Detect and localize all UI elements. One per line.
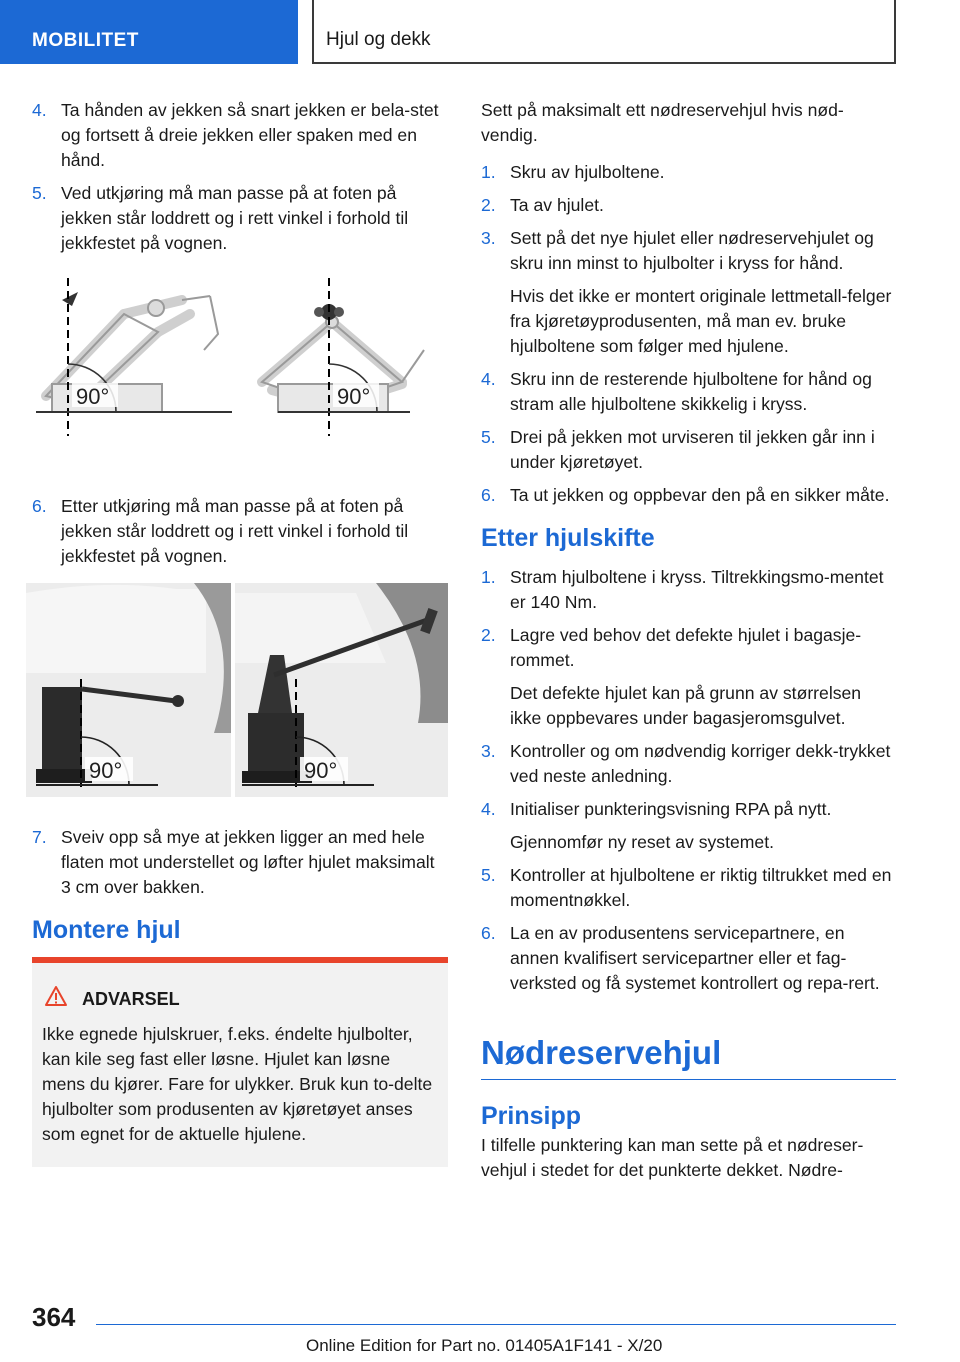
step-text: Stram hjulboltene i kryss. Tiltrekkingsmo-mentet er 140 Nm. [510, 567, 884, 612]
step-6 [32, 494, 448, 569]
jack-photo [26, 583, 448, 797]
step-3-note: Hvis det ikke er montert originale lettmetall-felger fra kjøretøyprodusenten, må man ev. bruke hjulboltene som følger med hjulene. [510, 286, 892, 356]
step-number: 4. [32, 100, 47, 120]
jack-diagram [32, 274, 448, 474]
step-text: Ta hånden av jekken så snart jekken er bela-stet og fortsett å dreie jekken eller spaken med en hånd. [61, 100, 439, 170]
page-number: 364 [32, 1302, 76, 1332]
step-number: 5. [481, 865, 496, 885]
warning-header [44, 985, 438, 1014]
step-text: La en av produsentens servicepartnere, en annen kvalifisert servicepartner eller et fag-verksted og få systemet kontrollert og repa-rert. [510, 923, 880, 993]
step-number: 2. [481, 195, 496, 215]
step-1 [481, 160, 896, 185]
step-text: Sett på det nye hjulet eller nødreservehjulet og skru inn minst to hjulbolter i kryss for hånd. [510, 228, 874, 273]
step-text: Drei på jekken mot urviseren til jekken går inn i under kjøretøyet. [510, 427, 875, 472]
warning-title: ADVARSEL [82, 989, 180, 1009]
step-6 [481, 483, 896, 508]
step-text: Ta av hjulet. [510, 195, 604, 215]
step-text: Sveiv opp så mye at jekken ligger an med hele flaten mot understellet og løfter hjulet maksimalt 3 cm over bakken. [61, 827, 435, 897]
step-7 [32, 825, 448, 900]
chapter-heading-nodreservehjul: Nødreservehjul [481, 1040, 896, 1080]
warning-text: Ikke egnede hjulskruer, f.eks. éndelte hjulbolter, kan kile seg fast eller løsne. Hjulet kan løsne mens du kjører. Fare for ulykker. Bruk kun to-delte hjulbolter som produsenten av kjøretøyet anses som egnet for de aktuelle hjulene. [42, 1024, 433, 1144]
jack-under-car-illustration [26, 583, 448, 797]
step-text: Initialiser punkteringsvisning RPA på nytt. [510, 799, 832, 819]
after-step-4 [481, 797, 896, 822]
step-number: 6. [481, 923, 496, 943]
step-number: 2. [481, 625, 496, 645]
step-text: Kontroller og om nødvendig korriger dekk-trykket ved neste anledning. [510, 741, 891, 786]
section-heading-montere-hjul: Montere hjul [32, 916, 181, 944]
step-number: 6. [32, 496, 47, 516]
step-text: Lagre ved behov det defekte hjulet i bagasje-rommet. [510, 625, 862, 670]
after-step-6 [481, 921, 896, 996]
angle-label: 90° [304, 758, 338, 783]
step-number: 3. [481, 228, 496, 248]
step-number: 1. [481, 162, 496, 182]
left-column [32, 98, 448, 1167]
step-text: Ved utkjøring må man passe på at foten på jekken står loddrett og i rett vinkel i forhold til jekkfestet på vognen. [61, 183, 409, 253]
step-5 [32, 181, 448, 256]
step-text: Kontroller at hjulboltene er riktig tiltrukket med en momentnøkkel. [510, 865, 892, 910]
step-3 [481, 226, 896, 276]
step-number: 4. [481, 799, 496, 819]
step-2 [481, 193, 896, 218]
after-step-2 [481, 623, 896, 673]
chapter-title: Hjul og dekk [312, 0, 896, 64]
warning-box [32, 957, 448, 1167]
step-text: Etter utkjøring må man passe på at foten på jekken står loddrett og i rett vinkel i forhold til jekkfestet på vognen. [61, 496, 409, 566]
after-step-2-note: Det defekte hjulet kan på grunn av størrelsen ikke oppbevares under bagasjeromsgulvet. [510, 683, 862, 728]
step-text: Skru av hjulboltene. [510, 162, 665, 182]
footer-rule [96, 1324, 896, 1325]
step-4 [481, 367, 896, 417]
step-text: Skru inn de resterende hjulboltene for hånd og stram alle hjulboltene skikkelig i kryss. [510, 369, 872, 414]
angle-label: 90° [89, 758, 123, 783]
step-5 [481, 425, 896, 475]
after-step-3 [481, 739, 896, 789]
step-number: 1. [481, 567, 496, 587]
intro-text: Sett på maksimalt ett nødreservehjul hvis nød-vendig. [481, 100, 844, 145]
section-heading-prinsipp: Prinsipp [481, 1102, 582, 1130]
step-text: Ta ut jekken og oppbevar den på en sikker måte. [510, 485, 890, 505]
right-column [481, 98, 896, 1183]
section-tab: MOBILITET [0, 0, 298, 64]
step-number: 4. [481, 369, 496, 389]
angle-label: 90° [337, 384, 371, 409]
step-4 [32, 98, 448, 173]
after-step-5 [481, 863, 896, 913]
angle-label: 90° [76, 384, 110, 409]
step-number: 5. [32, 183, 47, 203]
step-number: 6. [481, 485, 496, 505]
jack-illustration [32, 274, 448, 474]
step-number: 5. [481, 427, 496, 447]
after-step-1 [481, 565, 896, 615]
step-number: 7. [32, 827, 47, 847]
section-heading-etter-hjulskifte: Etter hjulskifte [481, 524, 655, 552]
warning-triangle-icon [44, 985, 68, 1014]
principle-text: I tilfelle punktering kan man sette på et nødreser-vehjul i stedet for det punkterte dekket. Nødre- [481, 1135, 864, 1180]
edition-text: Online Edition for Part no. 01405A1F141 - X/20 [306, 1336, 663, 1355]
after-step-4-note: Gjennomfør ny reset av systemet. [510, 832, 774, 852]
step-number: 3. [481, 741, 496, 761]
